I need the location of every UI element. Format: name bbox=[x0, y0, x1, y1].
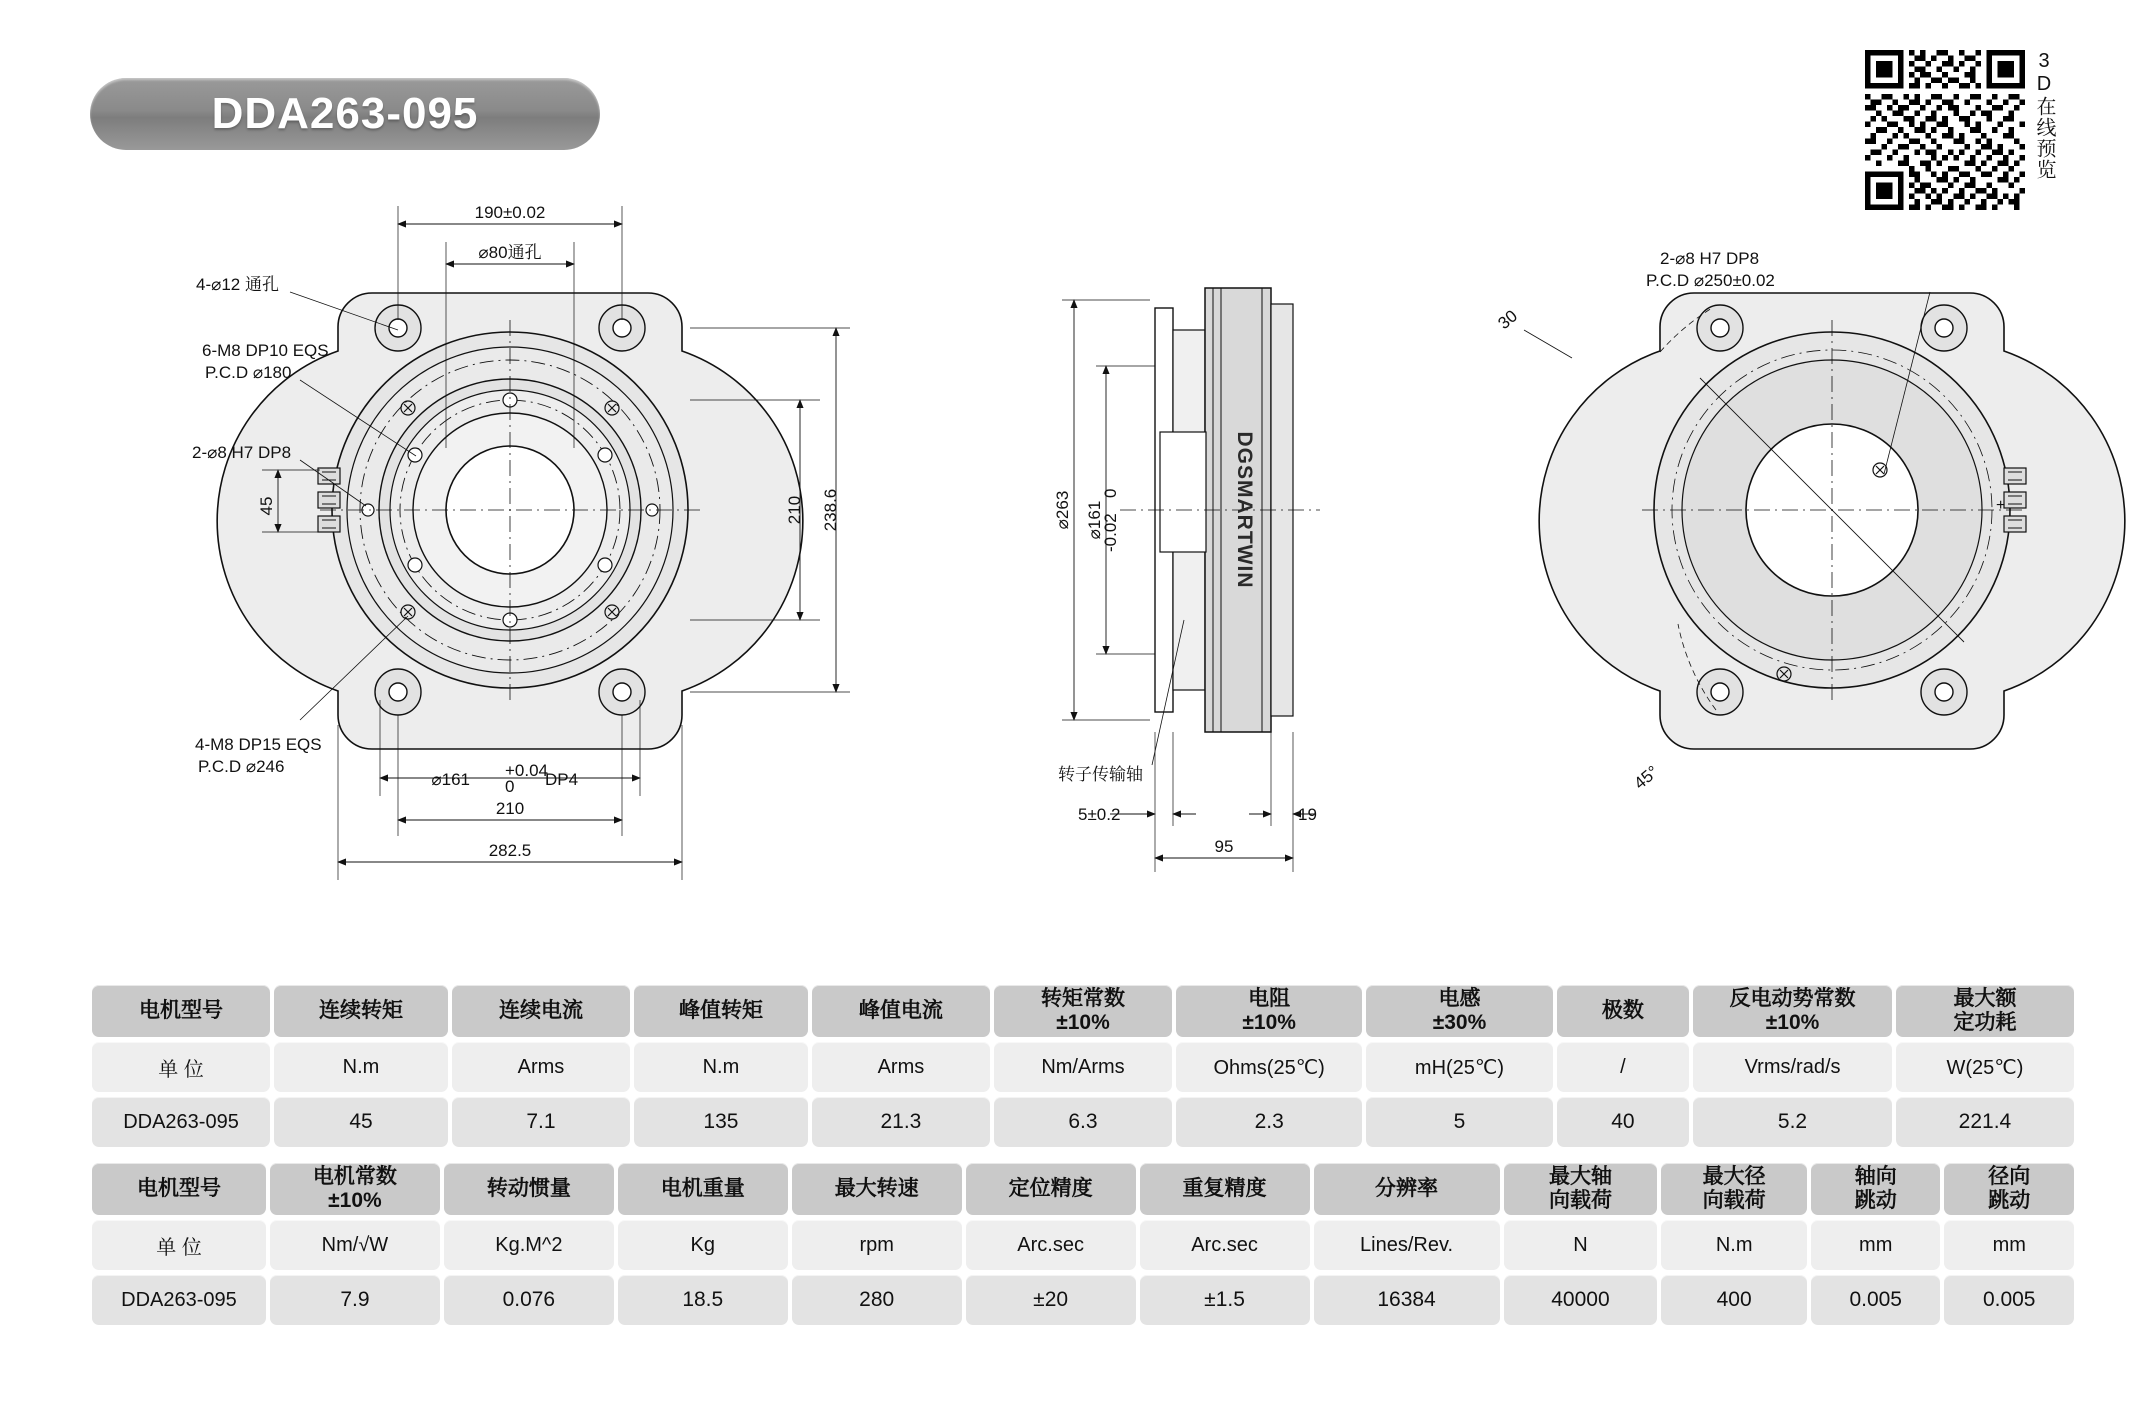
unit-poles: / bbox=[1557, 1042, 1690, 1092]
value2-radial-load: 400 bbox=[1661, 1275, 1807, 1325]
value-cont-current: 7.1 bbox=[452, 1097, 630, 1147]
dim-210-h: 210 bbox=[495, 799, 525, 818]
value2-model: DDA263-095 bbox=[92, 1275, 266, 1325]
value2-radial-runout: 0.005 bbox=[1944, 1275, 2074, 1325]
value2-max-speed: 280 bbox=[792, 1275, 962, 1325]
label-6xm8-pcd: P.C.D ⌀180 bbox=[205, 363, 292, 382]
spec-table-block2 bbox=[88, 1158, 2078, 1330]
label-6xm8: 6-M8 DP10 EQS bbox=[202, 341, 329, 360]
dim-d161-dp: DP4 bbox=[545, 770, 579, 789]
hdr2-model: 电机型号 bbox=[92, 1163, 266, 1215]
hdr2-position-accuracy: 定位精度 bbox=[966, 1163, 1136, 1215]
label-4xd12: 4-⌀12 通孔 bbox=[196, 275, 279, 294]
unit-bemf: Vrms/rad/s bbox=[1693, 1042, 1892, 1092]
dim-210-v: 210 bbox=[785, 495, 804, 525]
dim-d161-tol-hi: 0 bbox=[1101, 488, 1120, 498]
label-4xm8: 4-M8 DP15 EQS bbox=[195, 735, 322, 754]
label-2xd8: 2-⌀8 H7 DP8 bbox=[192, 443, 292, 462]
qr-label: 3D在线预览 bbox=[2033, 50, 2055, 180]
hdr-max-power: 最大额 定功耗 bbox=[1896, 985, 2074, 1037]
label-rear-2xd8: 2-⌀8 H7 DP8 bbox=[1660, 249, 1760, 268]
dim-d161-tol-up: +0.04 bbox=[505, 761, 549, 780]
hdr-peak-torque: 峰值转矩 bbox=[634, 985, 808, 1037]
hdr2-axial-load: 最大轴 向载荷 bbox=[1504, 1163, 1658, 1215]
value-peak-current: 21.3 bbox=[812, 1097, 990, 1147]
hdr2-resolution: 分辨率 bbox=[1314, 1163, 1500, 1215]
dim-19: 19 bbox=[1298, 805, 1317, 824]
value2-axial-load: 40000 bbox=[1504, 1275, 1658, 1325]
hdr2-inertia: 转动惯量 bbox=[444, 1163, 614, 1215]
value2-position-accuracy: ±20 bbox=[966, 1275, 1136, 1325]
hdr-torque-constant: 转矩常数 ±10% bbox=[994, 985, 1172, 1037]
value-max-power: 221.4 bbox=[1896, 1097, 2074, 1147]
hdr-bemf: 反电动势常数 ±10% bbox=[1693, 985, 1892, 1037]
table-row-units2 bbox=[92, 1220, 2074, 1270]
unit2-radial-runout: mm bbox=[1944, 1220, 2074, 1270]
value-torque-constant: 6.3 bbox=[994, 1097, 1172, 1147]
value2-inertia: 0.076 bbox=[444, 1275, 614, 1325]
unit2-radial-load: N.m bbox=[1661, 1220, 1807, 1270]
table-row-values1 bbox=[92, 1097, 2074, 1147]
unit-torque-constant: Nm/Arms bbox=[994, 1042, 1172, 1092]
label-4xm8-pcd: P.C.D ⌀246 bbox=[198, 757, 285, 776]
hdr-poles: 极数 bbox=[1557, 985, 1690, 1037]
value2-motor-constant: 7.9 bbox=[270, 1275, 440, 1325]
unit2-max-speed: rpm bbox=[792, 1220, 962, 1270]
hdr2-repeatability: 重复精度 bbox=[1140, 1163, 1310, 1215]
unit-resistance: Ohms(25℃) bbox=[1176, 1042, 1362, 1092]
unit2-weight: Kg bbox=[618, 1220, 788, 1270]
spec-table-block1 bbox=[88, 980, 2078, 1152]
hdr2-motor-constant: 电机常数 ±10% bbox=[270, 1163, 440, 1215]
dim-d161-tol-lo: 0 bbox=[505, 777, 515, 796]
value-bemf: 5.2 bbox=[1693, 1097, 1892, 1147]
unit-cont-current: Arms bbox=[452, 1042, 630, 1092]
value-poles: 40 bbox=[1557, 1097, 1690, 1147]
unit2-resolution: Lines/Rev. bbox=[1314, 1220, 1500, 1270]
unit2-axial-runout: mm bbox=[1811, 1220, 1940, 1270]
value-inductance: 5 bbox=[1366, 1097, 1552, 1147]
value-resistance: 2.3 bbox=[1176, 1097, 1362, 1147]
dim-d80: ⌀80通孔 bbox=[478, 243, 542, 262]
dim-d161-tol-low: -0.02 bbox=[1101, 513, 1120, 552]
unit-label: 单 位 bbox=[92, 1042, 270, 1092]
unit2-position-accuracy: Arc.sec bbox=[966, 1220, 1136, 1270]
unit2-label: 单 位 bbox=[92, 1220, 266, 1270]
table-row-units1 bbox=[92, 1042, 2074, 1092]
dim-190: 190±0.02 bbox=[474, 203, 546, 222]
label-rear-pcd250: P.C.D ⌀250±0.02 bbox=[1646, 271, 1775, 290]
hdr-model: 电机型号 bbox=[92, 985, 270, 1037]
hdr2-axial-runout: 轴向 跳动 bbox=[1811, 1163, 1940, 1215]
rear-view bbox=[1494, 249, 2124, 793]
value-peak-torque: 135 bbox=[634, 1097, 808, 1147]
value-cont-torque: 45 bbox=[274, 1097, 448, 1147]
label-rotor-shaft: 转子传输轴 bbox=[1058, 765, 1143, 784]
hdr-resistance: 电阻 ±10% bbox=[1176, 985, 1362, 1037]
hdr-cont-torque: 连续转矩 bbox=[274, 985, 448, 1037]
label-30deg: 30 bbox=[1494, 306, 1522, 334]
unit2-motor-constant: Nm/√W bbox=[270, 1220, 440, 1270]
value2-repeatability: ±1.5 bbox=[1140, 1275, 1310, 1325]
table-row-values2 bbox=[92, 1275, 2074, 1325]
hdr-inductance: 电感 ±30% bbox=[1366, 985, 1552, 1037]
hdr-cont-current: 连续电流 bbox=[452, 985, 630, 1037]
unit2-inertia: Kg.M^2 bbox=[444, 1220, 614, 1270]
unit-cont-torque: N.m bbox=[274, 1042, 448, 1092]
plus-mark: + bbox=[1996, 497, 2006, 514]
hdr2-radial-load: 最大径 向载荷 bbox=[1661, 1163, 1807, 1215]
unit-peak-torque: N.m bbox=[634, 1042, 808, 1092]
page-title: DDA263-095 bbox=[211, 89, 479, 138]
hdr-peak-current: 峰值电流 bbox=[812, 985, 990, 1037]
side-view bbox=[1053, 288, 1320, 872]
value2-weight: 18.5 bbox=[618, 1275, 788, 1325]
dim-d161: ⌀161 bbox=[1085, 500, 1104, 540]
brand-text: DGSMARTWIN bbox=[1233, 431, 1256, 589]
dim-d161-val: ⌀161 bbox=[431, 770, 470, 789]
value-model: DDA263-095 bbox=[92, 1097, 270, 1147]
table-row-header2 bbox=[92, 1163, 2074, 1215]
dim-5: 5±0.2 bbox=[1078, 805, 1121, 824]
dim-282-5: 282.5 bbox=[488, 841, 532, 860]
dim-238-6: 238.6 bbox=[821, 488, 840, 532]
label-45deg: 45° bbox=[1630, 761, 1663, 794]
value2-resolution: 16384 bbox=[1314, 1275, 1500, 1325]
technical-drawing bbox=[0, 180, 2155, 920]
unit-peak-current: Arms bbox=[812, 1042, 990, 1092]
unit2-axial-load: N bbox=[1504, 1220, 1658, 1270]
hdr2-weight: 电机重量 bbox=[618, 1163, 788, 1215]
front-view bbox=[192, 203, 850, 880]
value2-axial-runout: 0.005 bbox=[1811, 1275, 1940, 1325]
unit-inductance: mH(25℃) bbox=[1366, 1042, 1552, 1092]
spec-tables bbox=[88, 980, 2078, 1330]
hdr2-radial-runout: 径向 跳动 bbox=[1944, 1163, 2074, 1215]
hdr2-max-speed: 最大转速 bbox=[792, 1163, 962, 1215]
dim-d263: ⌀263 bbox=[1053, 490, 1072, 530]
unit-max-power: W(25℃) bbox=[1896, 1042, 2074, 1092]
dim-95: 95 bbox=[1214, 837, 1234, 856]
dim-45: 45 bbox=[257, 496, 276, 516]
unit2-repeatability: Arc.sec bbox=[1140, 1220, 1310, 1270]
table-row-header1 bbox=[92, 985, 2074, 1037]
model-title-pill bbox=[90, 78, 600, 150]
